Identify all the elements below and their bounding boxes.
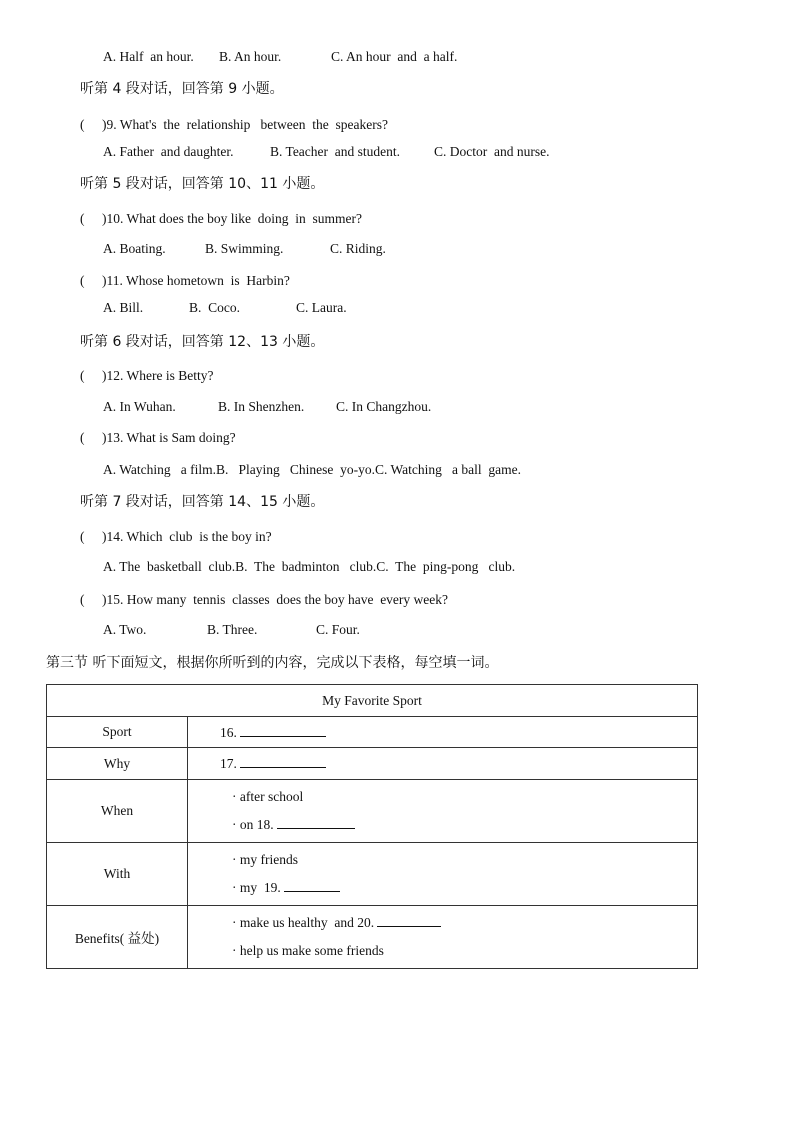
- answer-blank-18[interactable]: [277, 816, 355, 829]
- q10-question: [80, 210, 362, 228]
- section4-instruction: 听第 4 段对话，回答第 9 小题。: [80, 81, 284, 97]
- table-row: [47, 906, 698, 969]
- q15-option-a: A. Two.: [103, 622, 147, 637]
- section3-instruction: 第三节 听下面短文，根据你所听到的内容，完成以下表格，每空填一词。: [46, 655, 499, 671]
- row-label-benefits: Benefits( 益处): [47, 906, 188, 969]
- q15-text: )15. How many tennis classes does the boy have every week?: [102, 592, 449, 607]
- section6-instruction: 听第 6 段对话，回答第 12、13 小题。: [80, 334, 325, 350]
- table-row: [47, 748, 698, 780]
- q9-option-c: C. Doctor and nurse.: [434, 144, 550, 159]
- table-row: [47, 717, 698, 748]
- answer-paren: (: [80, 592, 85, 607]
- q12-option-b: B. In Shenzhen.: [218, 399, 305, 414]
- answer-blank-19[interactable]: [284, 879, 340, 892]
- row-value-why: [188, 748, 698, 780]
- q12-option-c: C. In Changzhou.: [336, 399, 432, 414]
- section7-instruction: 听第 7 段对话，回答第 14、15 小题。: [80, 494, 325, 510]
- row-value-with: [188, 843, 698, 906]
- q13-text: )13. What is Sam doing?: [102, 430, 236, 445]
- q15-question: [80, 591, 448, 609]
- row-label-why: Why: [47, 748, 188, 780]
- q14-text: )14. Which club is the boy in?: [102, 529, 272, 544]
- q14-options: A. The basketball club.B. The badminton club.C. The ping-pong club.: [103, 559, 516, 574]
- q10-text: )10. What does the boy like doing in summer?: [102, 211, 362, 226]
- blank-number-16: 16.: [220, 724, 237, 740]
- when-line-2: [232, 811, 697, 839]
- row-label-with: With: [47, 843, 188, 906]
- when-line-1: · after school: [232, 789, 304, 804]
- answer-paren: (: [80, 430, 85, 445]
- q9-question: [80, 116, 388, 134]
- q9-option-a: A. Father and daughter.: [103, 144, 234, 159]
- q15-option-b: B. Three.: [207, 622, 258, 637]
- q12-question: [80, 367, 213, 385]
- q12-option-a: A. In Wuhan.: [103, 399, 176, 414]
- q9-option-b: B. Teacher and student.: [270, 144, 401, 159]
- blank-number-20: · make us healthy and 20.: [232, 915, 375, 930]
- row-value-sport: [188, 717, 698, 748]
- q8-option-b: B. An hour.: [219, 49, 282, 64]
- row-label-sport: Sport: [47, 717, 188, 748]
- answer-blank-20[interactable]: [377, 914, 441, 927]
- answer-paren: (: [80, 368, 85, 383]
- table-title: My Favorite Sport: [47, 685, 698, 717]
- with-line-1: · my friends: [232, 852, 298, 867]
- q11-option-b: B. Coco.: [189, 300, 241, 315]
- q13-options: A. Watching a film.B. Playing Chinese yo-yo.C. Watching a ball game.: [103, 462, 522, 477]
- q13-question: [80, 429, 236, 447]
- q10-option-b: B. Swimming.: [205, 241, 284, 256]
- with-line-2: [232, 874, 697, 902]
- favorite-sport-table: [46, 684, 698, 969]
- table-row: [47, 843, 698, 906]
- blank-number-18: · on 18.: [232, 817, 274, 832]
- q10-option-a: A. Boating.: [103, 241, 166, 256]
- q8-option-a: A. Half an hour.: [103, 49, 194, 64]
- answer-blank-17[interactable]: [240, 755, 326, 768]
- q9-text: )9. What's the relationship between the speakers?: [102, 117, 388, 132]
- row-value-benefits: [188, 906, 698, 969]
- q11-option-a: A. Bill.: [103, 300, 144, 315]
- section5-instruction: 听第 5 段对话，回答第 10、11 小题。: [80, 176, 325, 192]
- answer-paren: (: [80, 211, 85, 226]
- q10-option-c: C. Riding.: [330, 241, 386, 256]
- blank-number-17: 17.: [220, 756, 237, 771]
- q14-question: [80, 528, 272, 546]
- benefits-line-2: · help us make some friends: [232, 943, 384, 958]
- table-row: [47, 780, 698, 843]
- answer-paren: (: [80, 273, 85, 288]
- q11-text: )11. Whose hometown is Harbin?: [102, 273, 290, 288]
- benefits-line-1: [232, 909, 697, 937]
- q12-text: )12. Where is Betty?: [102, 368, 214, 383]
- answer-blank-16[interactable]: [240, 724, 326, 737]
- row-value-when: [188, 780, 698, 843]
- q11-option-c: C. Laura.: [296, 300, 347, 315]
- answer-paren: (: [80, 117, 85, 132]
- q15-option-c: C. Four.: [316, 622, 360, 637]
- blank-number-19: · my 19.: [232, 880, 281, 895]
- row-label-when: When: [47, 780, 188, 843]
- q8-option-c: C. An hour and a half.: [331, 49, 458, 64]
- answer-paren: (: [80, 529, 85, 544]
- q11-question: [80, 272, 290, 290]
